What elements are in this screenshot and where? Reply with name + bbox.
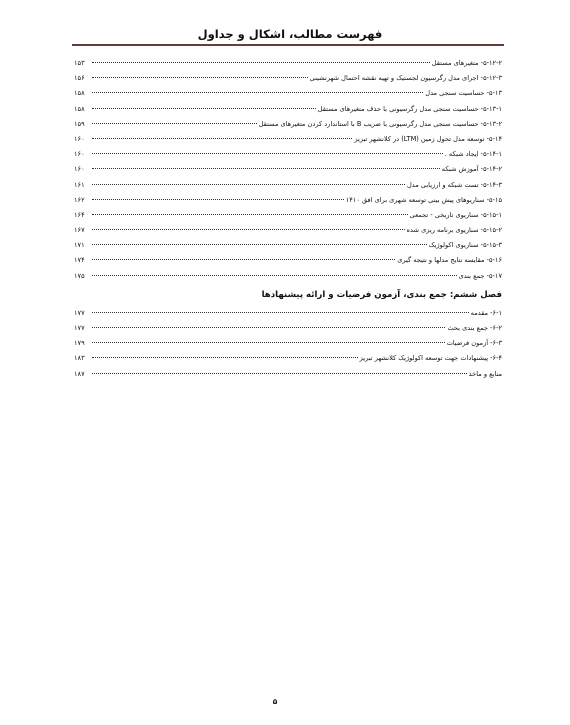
toc-entry[interactable] [74, 208, 502, 223]
toc-entry[interactable] [74, 223, 502, 238]
dot-leader [92, 123, 257, 124]
toc-page-number: ۱۷۴ [74, 256, 85, 265]
toc-page-number: ۱۶۷ [74, 226, 85, 235]
toc-entry[interactable] [74, 102, 502, 117]
toc-entry-title: ۶-۱- مقدمه [470, 308, 502, 317]
toc-page-number: ۱۵۶ [74, 74, 85, 83]
dot-leader [92, 168, 440, 169]
toc-entry[interactable] [74, 86, 502, 101]
toc-entry-title: منابع و ماخذ [468, 369, 502, 378]
toc-entry-title: ۶-۳- آزمون فرضیات [446, 339, 502, 348]
toc-entry-title: ۵-۱۵-۲- سناریوی برنامه ریزی شده [406, 226, 502, 235]
toc-entry-title: ۵-۱۶- مقایسه نتایج مدلها و نتیجه گیری [397, 256, 502, 265]
toc-page-number: ۱۷۷ [74, 324, 85, 332]
table-of-contents [74, 56, 502, 382]
dot-leader [92, 275, 457, 276]
toc-entry[interactable] [74, 269, 502, 284]
dot-leader [92, 373, 467, 374]
dot-leader [92, 77, 308, 78]
toc-entry[interactable] [74, 367, 502, 382]
title-divider [72, 44, 504, 46]
toc-page-number: ۱۵۳ [74, 59, 85, 67]
toc-entry[interactable] [74, 253, 502, 268]
toc-page-number: ۱۷۱ [74, 241, 85, 250]
dot-leader [92, 357, 358, 358]
toc-page-number: ۱۶۱ [74, 180, 85, 189]
toc-entry-title: ۵-۱۲-۲- متغیرهای مستقل [431, 59, 502, 67]
toc-page-number: ۱۷۵ [74, 271, 85, 280]
toc-entry-title: ۵-۱۳-۱- حساسیت سنجی مدل رگرسیونی با حذف متغیرهای مستقل [317, 104, 502, 113]
toc-entry[interactable] [74, 162, 502, 177]
toc-entry[interactable] [74, 193, 502, 208]
toc-entry-title: ۵-۱۴- توسعه مدل تحول زمین (LTM) در کلانشهر تبریز [354, 134, 502, 143]
toc-entry[interactable] [74, 336, 502, 351]
toc-entry[interactable] [74, 306, 502, 321]
dot-leader [92, 138, 352, 139]
toc-entry[interactable] [74, 321, 502, 336]
dot-leader [92, 153, 443, 154]
toc-page-number: ۱۸۳ [74, 354, 85, 363]
toc-entry-title: ۵-۱۴-۳- تست شبکه و ارزیابی مدل [406, 180, 502, 189]
toc-entry-title: ۶-۲- جمع بندی بحث [447, 324, 502, 332]
page-title: فهرست مطالب، اشکال و جداول [197, 27, 383, 41]
dot-leader [92, 62, 430, 63]
toc-entry[interactable] [74, 147, 502, 162]
dot-leader [92, 108, 316, 109]
dot-leader [92, 244, 427, 245]
dot-leader [92, 342, 445, 343]
toc-entry[interactable] [74, 238, 502, 253]
toc-page-number: ۱۸۷ [74, 369, 85, 378]
dot-leader [92, 92, 423, 93]
toc-entry-title: ۵-۱۵-۱- سناریوی تاریخی - تجمعی [409, 210, 502, 219]
toc-page-number: ۱۵۸ [74, 104, 85, 113]
toc-entry-title: ۵-۱۳-۲- حساسیت سنجی مدل رگرسیونی با ضریب B با استاندارد کردن متغیرهای مستقل [258, 119, 502, 128]
dot-leader [92, 259, 395, 260]
toc-page-number: ۱۶۰ [74, 150, 85, 159]
toc-page-number: ۱۶۲ [74, 195, 85, 204]
dot-leader [92, 184, 405, 185]
toc-entry[interactable] [74, 351, 502, 366]
toc-entry[interactable] [74, 178, 502, 193]
chapter-heading-title: فصل ششم: جمع بندی، آزمون فرضیات و ارائه پیشنهادها [261, 289, 502, 300]
toc-entry-title: ۶-۴- پیشنهادات جهت توسعه اکولوژیک کلانشهر تبریز [359, 354, 502, 363]
toc-entry-title: ۵-۱۵-۳- سناریوی اکولوژیک [428, 241, 502, 250]
toc-page-number: ۱۶۰ [74, 165, 85, 174]
toc-entry[interactable] [74, 117, 502, 132]
dot-leader [92, 229, 405, 230]
dot-leader [92, 214, 408, 215]
toc-entry-title: ۵-۱۷- جمع بندی [458, 271, 502, 280]
toc-page-number: ۱۶۰ [74, 134, 85, 143]
toc-page-number: ۱۵۹ [74, 119, 85, 128]
toc-page-number: ۱۷۷ [74, 308, 85, 317]
toc-entry[interactable] [74, 132, 502, 147]
toc-entry[interactable] [74, 71, 502, 86]
toc-entry-title: ۵-۱۴-۲- آموزش شبکه [441, 165, 502, 174]
toc-entry-title: ۵-۱۲-۳- اجرای مدل رگرسیون لجستیک و تهیه نقشه احتمال شهرنشینی [309, 74, 502, 83]
toc-entry-title: ۵-۱۵- سناریوهای پیش بینی توسعه شهری برای افق ۱۴۱۰ [345, 195, 502, 204]
toc-page-number: ۱۷۹ [74, 339, 85, 348]
toc-page-number: ۱۶۴ [74, 210, 85, 219]
chapter-heading[interactable] [74, 284, 502, 306]
toc-entry-title: ۵-۱۳- حساسیت سنجی مدل [425, 89, 502, 98]
dot-leader [92, 312, 469, 313]
toc-entry-title: ۵-۱۴-۱- ایجاد شبکه . [444, 150, 502, 159]
toc-entry[interactable] [74, 56, 502, 71]
toc-page-number: ۱۵۸ [74, 89, 85, 98]
dot-leader [92, 199, 344, 200]
page-number: ۵ [272, 697, 278, 706]
dot-leader [92, 327, 445, 328]
